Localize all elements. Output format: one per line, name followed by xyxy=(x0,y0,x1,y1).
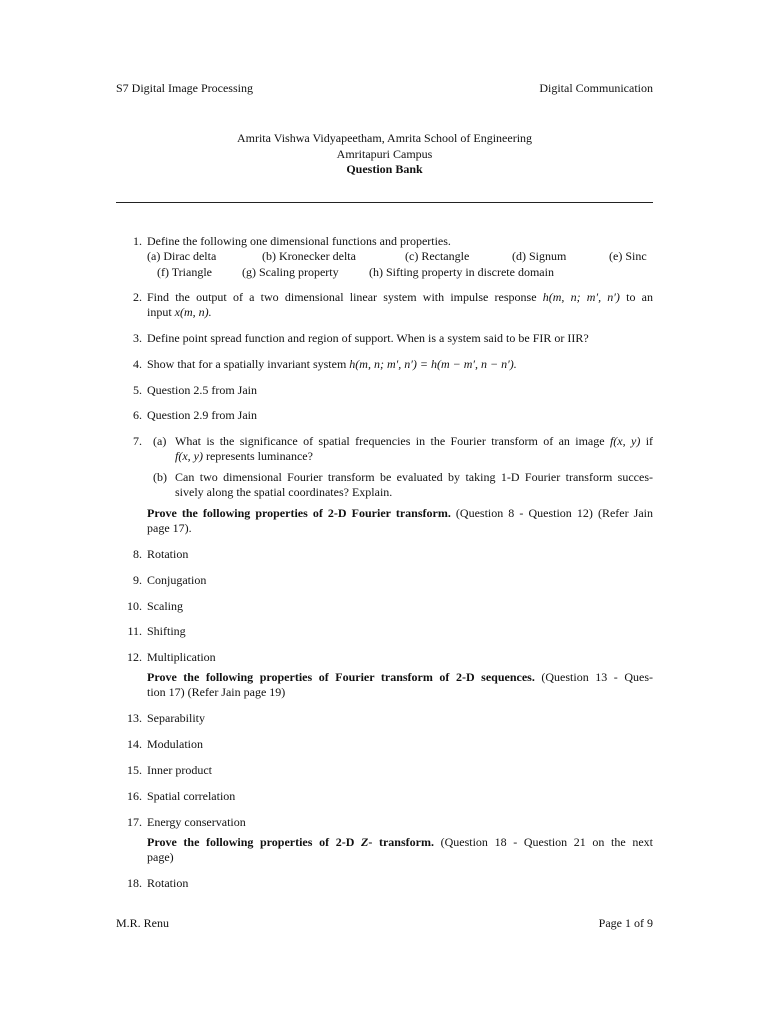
question-text-end: to an xyxy=(626,290,653,304)
question-number: 11. xyxy=(127,624,142,638)
question-text: Define point spread function and region of support. When is a system said to be FIR or IIR? xyxy=(147,331,589,345)
question-number: 4. xyxy=(133,357,142,371)
option-e: (e) Sinc xyxy=(609,249,647,263)
option-h: (h) Sifting property in discrete domain xyxy=(369,265,554,279)
sub-text: Can two dimensional Fourier transform be evaluated by taking 1-D Fourier transform succes- xyxy=(175,470,653,484)
question-number: 16. xyxy=(127,789,142,803)
sub-question-a xyxy=(147,434,653,464)
question-text: Separability xyxy=(147,711,205,725)
question-text: Question 2.5 from Jain xyxy=(147,383,257,397)
section-heading: Prove the following properties of Fourier transform of 2-D sequences. xyxy=(147,670,535,684)
question-number: 12. xyxy=(127,650,142,664)
question-text: Rotation xyxy=(147,876,189,890)
option-g: (g) Scaling property xyxy=(242,265,339,279)
section-heading xyxy=(147,835,434,849)
option-c: (c) Rectangle xyxy=(405,249,470,263)
question-text: Multiplication xyxy=(147,650,216,664)
section-note-line2: page 17). xyxy=(147,521,192,535)
footer-author: M.R. Renu xyxy=(116,916,170,930)
section-note-line2: page) xyxy=(147,850,174,864)
question-4 xyxy=(116,357,653,372)
question-number: 1. xyxy=(133,234,142,248)
question-text: Modulation xyxy=(147,737,203,751)
sub-text-if: if xyxy=(645,434,654,448)
question-number: 18. xyxy=(127,876,142,890)
question-text: Rotation xyxy=(147,547,189,561)
math-impulse-response: h(m, n; m′, n′) xyxy=(542,290,620,304)
section-note: (Question 18 - Question 21 on the next xyxy=(440,835,654,849)
question-text: Inner product xyxy=(147,763,212,777)
sub-label: (b) xyxy=(153,470,167,484)
section-heading-part: Prove the following properties of 2-D xyxy=(147,835,355,849)
question-number: 13. xyxy=(127,711,142,725)
header-subject: Digital Communication xyxy=(539,81,653,95)
question-number: 3. xyxy=(133,331,142,345)
question-text: Find the output of a two dimensional linear system with impulse response xyxy=(147,290,537,304)
math-invariance: h(m, n; m′, n′) = h(m − m′, n − n′). xyxy=(349,357,517,371)
question-number: 5. xyxy=(133,383,142,397)
section-z-transform xyxy=(116,835,653,865)
section-note: (Question 13 - Ques- xyxy=(541,670,654,684)
option-a: (a) Dirac delta xyxy=(147,249,217,263)
question-6 xyxy=(116,408,653,423)
math-input: x(m, n). xyxy=(174,305,212,319)
campus-name: Amritapuri Campus xyxy=(336,147,433,161)
option-b: (b) Kronecker delta xyxy=(262,249,356,263)
sub-text-line2: sively along the spatial coordinates? Explain. xyxy=(175,485,393,499)
question-text: Energy conservation xyxy=(147,815,246,829)
option-f: (f) Triangle xyxy=(157,265,212,279)
question-number: 6. xyxy=(133,408,142,422)
question-7 xyxy=(116,434,653,502)
option-d: (d) Signum xyxy=(512,249,567,263)
question-number: 2. xyxy=(133,290,142,304)
header-course: S7 Digital Image Processing xyxy=(116,81,253,95)
institution-name: Amrita Vishwa Vidyapeetham, Amrita School of Engineering xyxy=(236,131,533,145)
sub-text: What is the significance of spatial frequencies in the Fourier transform of an image xyxy=(175,434,605,448)
document-title: Question Bank xyxy=(346,162,423,176)
math-image-function: f(x, y) xyxy=(609,434,641,448)
question-text: Shifting xyxy=(147,624,186,638)
question-number: 7. xyxy=(133,434,142,448)
question-number: 9. xyxy=(133,573,142,587)
math-image-function: f(x, y) xyxy=(175,449,203,463)
question-text: Show that for a spatially invariant system xyxy=(147,357,347,371)
question-3 xyxy=(116,331,653,346)
question-number: 15. xyxy=(127,763,142,777)
z-symbol: Z xyxy=(361,835,369,849)
title-divider xyxy=(116,202,653,203)
section-heading: Prove the following properties of 2-D Fourier transform. xyxy=(147,506,451,520)
question-text: Spatial correlation xyxy=(147,789,236,803)
question-number: 14. xyxy=(127,737,142,751)
question-number: 8. xyxy=(133,547,142,561)
section-heading-part: - transform. xyxy=(368,835,434,849)
question-text: Conjugation xyxy=(147,573,207,587)
question-5 xyxy=(116,383,653,398)
sub-label: (a) xyxy=(153,434,167,448)
section-fourier-2d xyxy=(116,506,653,536)
section-note-line2: tion 17) (Refer Jain page 19) xyxy=(147,685,286,699)
footer-page-number: Page 1 of 9 xyxy=(598,916,653,930)
section-fourier-sequences xyxy=(116,670,653,700)
question-text-line2: input xyxy=(147,305,172,319)
question-text: Scaling xyxy=(147,599,183,613)
question-text: Question 2.9 from Jain xyxy=(147,408,257,422)
sub-question-b xyxy=(147,470,653,500)
section-note: (Question 8 - Question 12) (Refer Jain xyxy=(455,506,653,520)
question-text: Define the following one dimensional functions and properties. xyxy=(147,234,451,248)
question-2 xyxy=(116,290,653,322)
sub-text-line2: represents luminance? xyxy=(205,449,313,463)
question-number: 17. xyxy=(127,815,142,829)
question-1 xyxy=(116,234,653,282)
question-number: 10. xyxy=(127,599,142,613)
